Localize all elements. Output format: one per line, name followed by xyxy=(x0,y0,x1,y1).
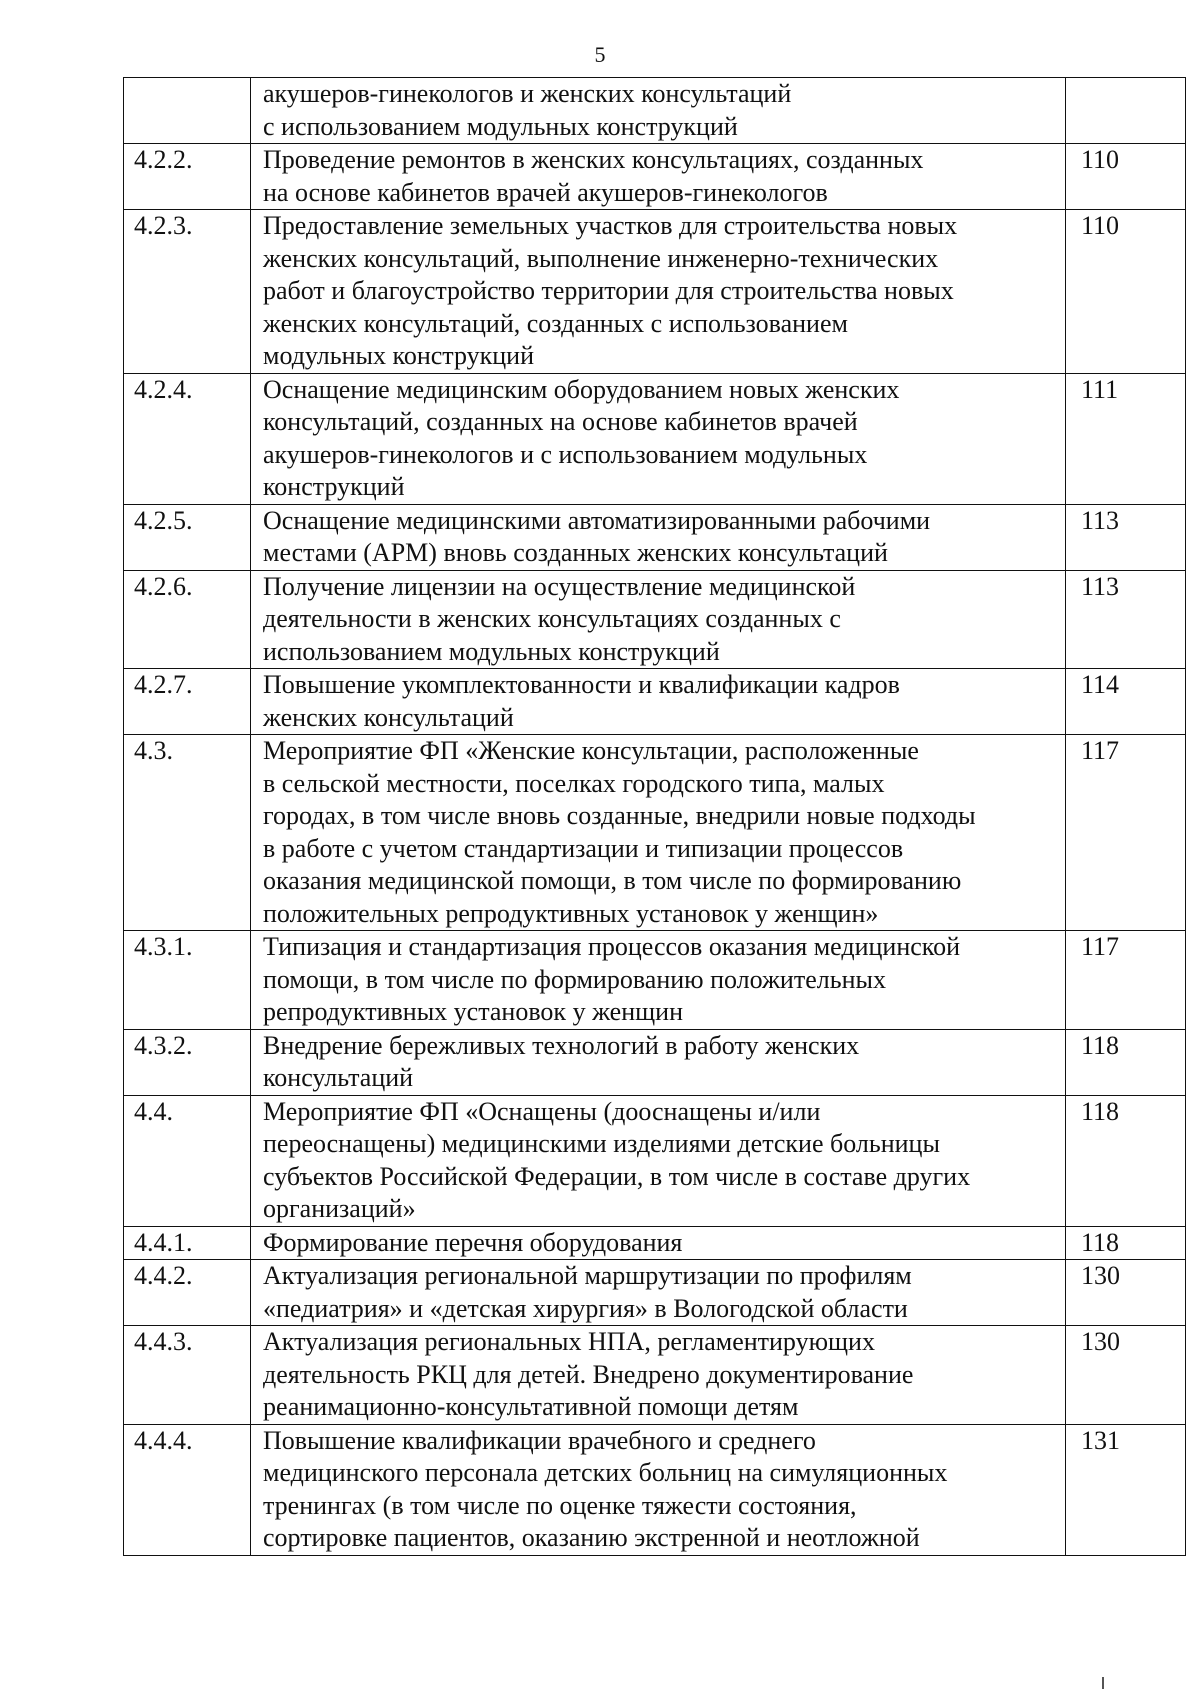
page-ref: 130 xyxy=(1066,1260,1186,1326)
title-line: на основе кабинетов врачей акушеров-гинекологов xyxy=(263,177,828,207)
section-number: 4.2.5. xyxy=(124,504,251,570)
title-line: реанимационно-консультативной помощи детям xyxy=(263,1392,799,1421)
title-line: сортировке пациентов, оказанию экстренной и неотложной xyxy=(263,1523,920,1552)
title-line: деятельности в женских консультациях созданных с xyxy=(263,604,841,633)
section-title xyxy=(251,373,1066,504)
toc-body xyxy=(124,78,1186,1556)
section-title xyxy=(251,210,1066,374)
title-line: Типизация и стандартизация процессов оказания медицинской xyxy=(263,932,961,961)
section-number: 4.3. xyxy=(124,735,251,931)
section-number: 4.3.2. xyxy=(124,1029,251,1095)
title-line: деятельность РКЦ для детей. Внедрено документирование xyxy=(263,1359,914,1389)
title-line: акушеров-гинекологов и женских консультаций xyxy=(263,79,792,108)
section-number: 4.4.2. xyxy=(124,1260,251,1326)
page-ref xyxy=(1066,78,1186,144)
table-row xyxy=(124,570,1186,669)
table-row xyxy=(124,1326,1186,1425)
title-line: тренингах (в том числе по оценке тяжести состояния, xyxy=(263,1490,857,1520)
title-line: Мероприятие ФП «Женские консультации, расположенные xyxy=(263,736,919,765)
section-number: 4.4.1. xyxy=(124,1226,251,1260)
title-line: Формирование перечня оборудования xyxy=(263,1227,683,1257)
table-row xyxy=(124,210,1186,374)
title-line: женских консультаций, созданных с использованием xyxy=(263,308,848,338)
table-row xyxy=(124,1029,1186,1095)
section-number: 4.3.1. xyxy=(124,931,251,1030)
title-line: Проведение ремонтов в женских консультациях, созданных xyxy=(263,145,924,174)
title-line: женских консультаций, выполнение инженерно-технических xyxy=(263,243,939,273)
table-row xyxy=(124,735,1186,931)
section-title xyxy=(251,1326,1066,1425)
section-number: 4.4. xyxy=(124,1095,251,1226)
title-line: Актуализация региональной маршрутизации по профилям xyxy=(263,1261,912,1290)
table-row xyxy=(124,144,1186,210)
title-line: работ и благоустройство территории для строительства новых xyxy=(263,276,954,305)
section-title xyxy=(251,504,1066,570)
title-line: консультаций xyxy=(263,1063,414,1092)
section-number: 4.2.4. xyxy=(124,373,251,504)
table-row xyxy=(124,1424,1186,1555)
title-line: акушеров-гинекологов и с использованием модульных xyxy=(263,439,868,469)
table-of-contents xyxy=(123,77,1186,1556)
table-row xyxy=(124,1095,1186,1226)
section-title xyxy=(251,144,1066,210)
page-ref: 113 xyxy=(1066,504,1186,570)
title-line: местами (АРМ) вновь созданных женских консультаций xyxy=(263,538,888,567)
table-row xyxy=(124,504,1186,570)
title-line: Оснащение медицинским оборудованием новых женских xyxy=(263,374,900,404)
page-ref: 118 xyxy=(1066,1226,1186,1260)
title-line: конструкций xyxy=(263,472,405,501)
section-number: 4.2.3. xyxy=(124,210,251,374)
title-line: Актуализация региональных НПА, регламентирующих xyxy=(263,1327,875,1356)
title-line: Внедрение бережливых технологий в работу женских xyxy=(263,1030,860,1060)
title-line: женских консультаций xyxy=(263,702,514,732)
page-ref: 113 xyxy=(1066,570,1186,669)
title-line: консультаций, созданных на основе кабинетов врачей xyxy=(263,407,858,436)
title-line: переоснащены) медицинскими изделиями детские больницы xyxy=(263,1129,940,1158)
title-line: Повышение укомплектованности и квалификации кадров xyxy=(263,670,900,699)
page-ref: 118 xyxy=(1066,1029,1186,1095)
section-title xyxy=(251,1029,1066,1095)
title-line: репродуктивных установок у женщин xyxy=(263,997,683,1026)
scan-mark xyxy=(1102,1677,1104,1689)
section-title xyxy=(251,669,1066,735)
table-row xyxy=(124,931,1186,1030)
title-line: Оснащение медицинскими автоматизированными рабочими xyxy=(263,505,931,535)
page-ref: 110 xyxy=(1066,144,1186,210)
section-number: 4.2.7. xyxy=(124,669,251,735)
section-number: 4.2.2. xyxy=(124,144,251,210)
title-line: Повышение квалификации врачебного и среднего xyxy=(263,1425,816,1455)
title-line: Предоставление земельных участков для строительства новых xyxy=(263,211,958,240)
section-title xyxy=(251,1226,1066,1260)
section-title xyxy=(251,1424,1066,1555)
page-ref: 114 xyxy=(1066,669,1186,735)
title-line: в работе с учетом стандартизации и типизации процессов xyxy=(263,833,904,863)
section-number: 4.4.4. xyxy=(124,1424,251,1555)
page-ref: 130 xyxy=(1066,1326,1186,1425)
section-title xyxy=(251,931,1066,1030)
section-number xyxy=(124,78,251,144)
title-line: использованием модульных конструкций xyxy=(263,636,720,666)
title-line: субъектов Российской Федерации, в том числе в составе других xyxy=(263,1161,971,1191)
section-title xyxy=(251,570,1066,669)
page-ref: 111 xyxy=(1066,373,1186,504)
title-line: медицинского персонала детских больниц на симуляционных xyxy=(263,1458,948,1487)
title-line: модульных конструкций xyxy=(263,341,534,370)
table-row xyxy=(124,1226,1186,1260)
page-ref: 117 xyxy=(1066,735,1186,931)
table-row xyxy=(124,373,1186,504)
section-number: 4.2.6. xyxy=(124,570,251,669)
section-number: 4.4.3. xyxy=(124,1326,251,1425)
table-row xyxy=(124,1260,1186,1326)
title-line: положительных репродуктивных установок у женщин» xyxy=(263,898,879,928)
page-number: 5 xyxy=(594,42,606,67)
title-line: городах, в том числе вновь созданные, внедрили новые подходы xyxy=(263,801,976,830)
page-ref: 110 xyxy=(1066,210,1186,374)
title-line: помощи, в том числе по формированию положительных xyxy=(263,964,886,994)
title-line: организаций» xyxy=(263,1194,416,1223)
title-line: Мероприятие ФП «Оснащены (дооснащены и/или xyxy=(263,1096,821,1126)
section-title xyxy=(251,1095,1066,1226)
page-ref: 118 xyxy=(1066,1095,1186,1226)
table-row xyxy=(124,78,1186,144)
page-ref: 117 xyxy=(1066,931,1186,1030)
section-title xyxy=(251,1260,1066,1326)
title-line: Получение лицензии на осуществление медицинской xyxy=(263,571,856,601)
title-line: в сельской местности, поселках городского типа, малых xyxy=(263,768,885,798)
title-line: с использованием модульных конструкций xyxy=(263,111,738,141)
table-row xyxy=(124,669,1186,735)
page-ref: 131 xyxy=(1066,1424,1186,1555)
title-line: оказания медицинской помощи, в том числе по формированию xyxy=(263,866,962,895)
title-line: «педиатрия» и «детская хирургия» в Вологодской области xyxy=(263,1293,908,1323)
section-title xyxy=(251,78,1066,144)
section-title xyxy=(251,735,1066,931)
